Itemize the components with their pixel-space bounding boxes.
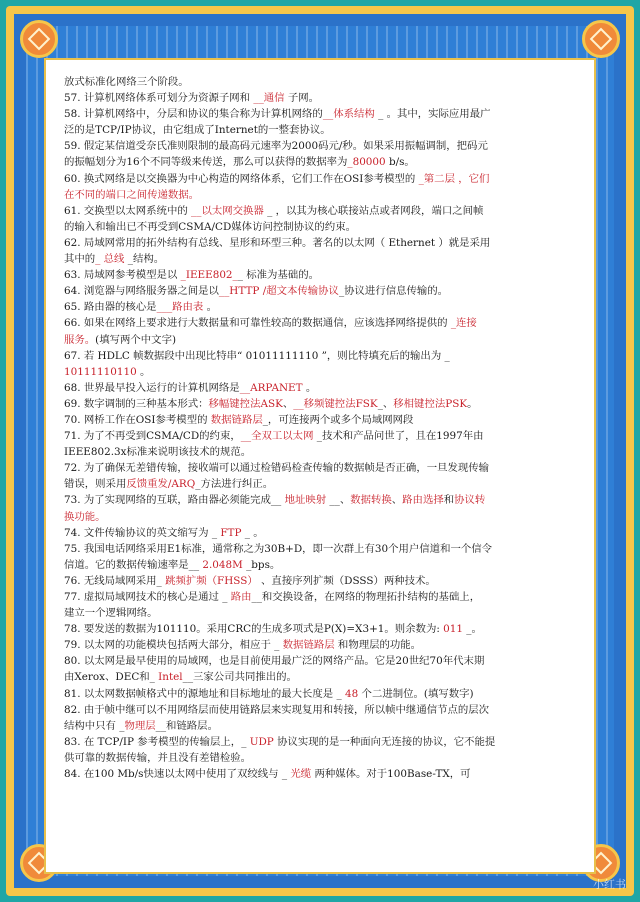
answer-text: _连接 bbox=[450, 317, 477, 330]
line-text: 、 bbox=[391, 494, 403, 507]
text-line bbox=[64, 315, 580, 331]
answer-text: 2.048M bbox=[202, 558, 243, 571]
answer-text: __全双工以太网 bbox=[240, 430, 314, 443]
text-line bbox=[64, 653, 580, 669]
line-text: _bps。 bbox=[242, 558, 281, 571]
line-text: 结构中只有 _ bbox=[64, 719, 125, 732]
line-text: 和 bbox=[443, 494, 455, 507]
text-line bbox=[64, 219, 580, 235]
corner-ornament-icon bbox=[582, 20, 620, 58]
text-line bbox=[64, 332, 580, 348]
answer-text: 地址映射 bbox=[284, 494, 327, 507]
line-text: 61. 交换型以太网系统中的 bbox=[64, 204, 192, 217]
answer-text: 跳频扩频（FHSS） bbox=[165, 574, 258, 587]
text-line bbox=[64, 734, 580, 750]
line-text: __和交换设备，在网络的物理拓扑结构的基础上， bbox=[251, 591, 481, 603]
answer-text: _ 总线 bbox=[95, 253, 125, 266]
line-text: 。 bbox=[136, 365, 151, 378]
line-text: 其中的 bbox=[64, 253, 96, 266]
text-line bbox=[64, 187, 580, 203]
line-text: 68. 世界最早投入运行的计算机网络是 bbox=[64, 381, 240, 394]
line-text: _ 。其中，实际应用最广 bbox=[374, 108, 491, 121]
answer-text: ___路由表 bbox=[156, 301, 204, 314]
line-text: 80. 以太网是最早使用的局域网，也是目前使用最广泛的网络产品。它是20世纪70年代末期 bbox=[64, 655, 485, 668]
answer-text: __移频键控法FSK bbox=[293, 397, 378, 410]
line-text: 78. 要发送的数据为101110。采用CRC的生成多项式是P(X)=X3+1。则余数为: bbox=[64, 623, 444, 636]
text-line bbox=[64, 605, 580, 621]
text-line bbox=[64, 380, 580, 396]
answer-text: 数据链路层 bbox=[210, 413, 263, 426]
line-text: 72. 为了确保无差错传输，接收端可以通过检错码检查传输的数据帧是否正确，一旦发现传输 bbox=[64, 462, 490, 475]
line-text: 69. 数字调制的三种基本形式： bbox=[64, 397, 209, 410]
text-line bbox=[64, 766, 580, 782]
line-text: 的输入和输出已不再受到CSMA/CD媒体访问控制协议的约束。 bbox=[64, 220, 356, 233]
line-text: 信道。它的数据传输速率是__ bbox=[64, 558, 203, 571]
line-text: 两种媒体。对于100Base-TX，可 bbox=[311, 768, 471, 781]
text-line bbox=[64, 171, 580, 187]
document-page bbox=[44, 58, 596, 874]
text-line bbox=[64, 525, 580, 541]
answer-text: 数据转换 bbox=[350, 494, 392, 507]
line-text: 63. 局域网参考模型是以 bbox=[64, 269, 181, 282]
answer-text: 48 bbox=[345, 687, 359, 700]
text-line bbox=[64, 621, 580, 637]
text-line bbox=[64, 203, 580, 219]
line-text: 64. 浏览器与网络服务器之间是以 bbox=[64, 285, 219, 298]
line-text: 。 bbox=[302, 381, 317, 394]
text-line bbox=[64, 637, 580, 653]
text-line bbox=[64, 686, 580, 702]
text-line bbox=[64, 267, 580, 283]
text-line bbox=[64, 509, 580, 525]
text-line bbox=[64, 476, 580, 492]
text-line bbox=[64, 750, 580, 766]
line-text: 74. 文件传输协议的英文缩写为 _ bbox=[64, 526, 221, 539]
answer-text: _第二层 ，它们 bbox=[418, 172, 490, 185]
line-text: _，可连接两个或多个局域网网段 bbox=[262, 413, 414, 426]
answer-text: Intel bbox=[158, 671, 183, 684]
text-line bbox=[64, 283, 580, 299]
line-text: _、 bbox=[377, 397, 394, 410]
text-line bbox=[64, 541, 580, 557]
line-text: 77. 虚拟局域网技术的核心是通过 _ bbox=[64, 591, 231, 603]
answer-text: 路由选择 bbox=[402, 494, 444, 507]
text-line bbox=[64, 299, 580, 315]
answer-text: 协议转 bbox=[454, 494, 486, 507]
line-text: 83. 在 TCP/IP 参考模型的传输层上，_ bbox=[64, 735, 250, 748]
line-text: IEEE802.3x标准来说明该技术的规范。 bbox=[64, 446, 252, 459]
text-line bbox=[64, 718, 580, 734]
line-text: b/s。 bbox=[385, 156, 415, 169]
line-text: 和物理层的功能。 bbox=[334, 639, 422, 652]
line-text: 协议实现的是一种面向无连接的协议，它不能提 bbox=[273, 735, 496, 748]
line-text: 62. 局域网常用的拓外结构有总线、星形和环型三种。著名的以太网（ Ethernet ）就是采用 bbox=[64, 236, 491, 249]
line-text: __三家公司共同推出的。 bbox=[182, 671, 297, 684]
answer-text: __体系结构 bbox=[322, 108, 375, 121]
text-line bbox=[64, 235, 580, 251]
line-text: _结构。 bbox=[124, 253, 165, 266]
line-text: 60. 换式网络是以交换器为中心构造的网络体系，它们工作在OSI参考模型的 bbox=[64, 172, 419, 185]
answer-text: 光缆 bbox=[290, 768, 312, 781]
line-text: 66. 如果在网络上要求进行大数据量和可靠性较高的数据通信，应该选择网络提供的 bbox=[64, 317, 451, 330]
text-line bbox=[64, 492, 580, 508]
line-text: 。 bbox=[203, 301, 218, 314]
answer-text: __HTTP /超文本传输协议 bbox=[218, 285, 339, 298]
line-text: 由Xerox、DEC和_ bbox=[64, 671, 159, 684]
text-line bbox=[64, 444, 580, 460]
text-line bbox=[64, 412, 580, 428]
line-text: 71. 为了不再受到CSMA/CD的约束， bbox=[64, 430, 241, 443]
line-text: 76. 无线局域网采用_ bbox=[64, 574, 166, 587]
answer-text: __以太网交换器 bbox=[191, 204, 264, 217]
answer-text: 10111110110 bbox=[64, 365, 137, 378]
answer-text: 数据链路层 bbox=[282, 639, 335, 652]
line-text: 75. 我国电话网络采用E1标准，通常称之为30B+D，即一次群上有30个用户信道和一个信令 bbox=[64, 542, 493, 555]
text-line bbox=[64, 251, 580, 267]
text-line bbox=[64, 364, 580, 380]
line-text: 57. 计算机网络体系可划分为资源子网和 bbox=[64, 92, 254, 105]
text-line bbox=[64, 348, 580, 364]
line-text: 58. 计算机网络中，分层和协议的集合称为计算机网络的 bbox=[64, 108, 323, 121]
line-text: _方法进行纠正。 bbox=[195, 478, 274, 491]
line-text: 放式标准化网络三个阶段。 bbox=[64, 76, 189, 88]
text-line bbox=[64, 154, 580, 170]
answer-text: __ARPANET bbox=[239, 381, 303, 394]
text-line bbox=[64, 557, 580, 573]
answer-text: 服务。 bbox=[64, 333, 96, 346]
answer-text: __通信 bbox=[253, 92, 285, 105]
line-text: 错误，则采用 bbox=[64, 478, 127, 491]
answer-text: UDP bbox=[249, 735, 274, 748]
text-line bbox=[64, 122, 580, 138]
answer-text: 反馈重发/ARQ bbox=[126, 478, 196, 491]
line-text: 子网。 bbox=[284, 92, 320, 105]
line-text: 73. 为了实现网络的互联，路由器必须能完成__ bbox=[64, 494, 285, 507]
answer-text: 换功能。 bbox=[64, 510, 106, 523]
text-line bbox=[64, 589, 580, 605]
answer-text: 路由 bbox=[230, 591, 252, 603]
answer-text: 011 bbox=[443, 623, 463, 636]
text-line bbox=[64, 573, 580, 589]
line-text: 、直接序列扩频（DSSS）两种技术。 bbox=[257, 574, 436, 587]
answer-text: FTP bbox=[220, 526, 242, 539]
line-text: 84. 在100 Mb/s快速以太网中使用了双绞线与 _ bbox=[64, 768, 291, 781]
line-text: (填写两个中文字) bbox=[95, 333, 177, 346]
answer-text: 在不同的端口之间传递数据。 bbox=[64, 188, 200, 201]
answer-text: 移幅键控法ASK bbox=[208, 397, 283, 410]
answer-text: 移相键控法PSK bbox=[393, 397, 468, 410]
text-line bbox=[64, 90, 580, 106]
line-text: 81. 以太网数据帧格式中的源地址和目标地址的最大长度是 _ bbox=[64, 687, 346, 700]
line-text: _ 标准为基础的。 bbox=[237, 269, 319, 282]
line-text: _技术和产品问世了，且在1997年由 bbox=[313, 430, 484, 443]
answer-text: _IEEE802_ bbox=[180, 269, 238, 282]
corner-ornament-icon bbox=[20, 20, 58, 58]
line-text: 建立一个逻辑网络。 bbox=[64, 607, 158, 620]
line-text: _ 。 bbox=[241, 526, 264, 539]
text-line bbox=[64, 669, 580, 685]
line-text: 的振幅划分为16个不同等级来传送，那么可以获得的数据率为 bbox=[64, 156, 348, 169]
answer-text: 物理层 bbox=[124, 719, 156, 732]
text-line bbox=[64, 106, 580, 122]
line-text: __、 bbox=[326, 494, 351, 507]
watermark: 小红书 bbox=[593, 878, 626, 891]
line-text: _。 bbox=[462, 623, 482, 636]
line-text: 。 bbox=[467, 397, 478, 410]
text-line bbox=[64, 702, 580, 718]
line-text: 个二进制位。(填写数字) bbox=[358, 687, 474, 700]
line-text: 59. 假定某信道受奈氏准则限制的最高码元速率为2000码元/秒。如果采用振幅调制，把码元 bbox=[64, 140, 488, 153]
answer-text: _80000 bbox=[347, 156, 386, 169]
line-text: _协议进行信息传输的。 bbox=[338, 285, 449, 298]
text-line bbox=[64, 460, 580, 476]
line-text: 65. 路由器的核心是 bbox=[64, 301, 157, 314]
line-text: 67. 若 HDLC 帧数据段中出现比特串“ 01011111110 ”，则比特填充后的输出为 _ bbox=[64, 349, 450, 362]
line-text: __和链路层。 bbox=[155, 719, 218, 732]
text-line bbox=[64, 74, 580, 90]
text-line bbox=[64, 138, 580, 154]
line-text: _ ，以其为核心联接站点或者网段，端口之间帧 bbox=[263, 204, 484, 217]
line-text: 供可靠的数据传输，并且没有差错检验。 bbox=[64, 751, 252, 764]
line-text: 82. 由于帧中继可以不用网络层而使用链路层来实现复用和转接，所以帧中继通信节点的层次 bbox=[64, 703, 490, 716]
line-text: 79. 以太网的功能模块包括两大部分，相应于 _ bbox=[64, 639, 283, 652]
text-line bbox=[64, 428, 580, 444]
text-line bbox=[64, 396, 580, 412]
line-text: 、 bbox=[282, 397, 294, 410]
line-text: 70. 网桥工作在OSI参考模型的 bbox=[64, 413, 211, 426]
line-text: 泛的是TCP/IP协议，由它组成了Internet的一整套协议。 bbox=[64, 124, 331, 137]
